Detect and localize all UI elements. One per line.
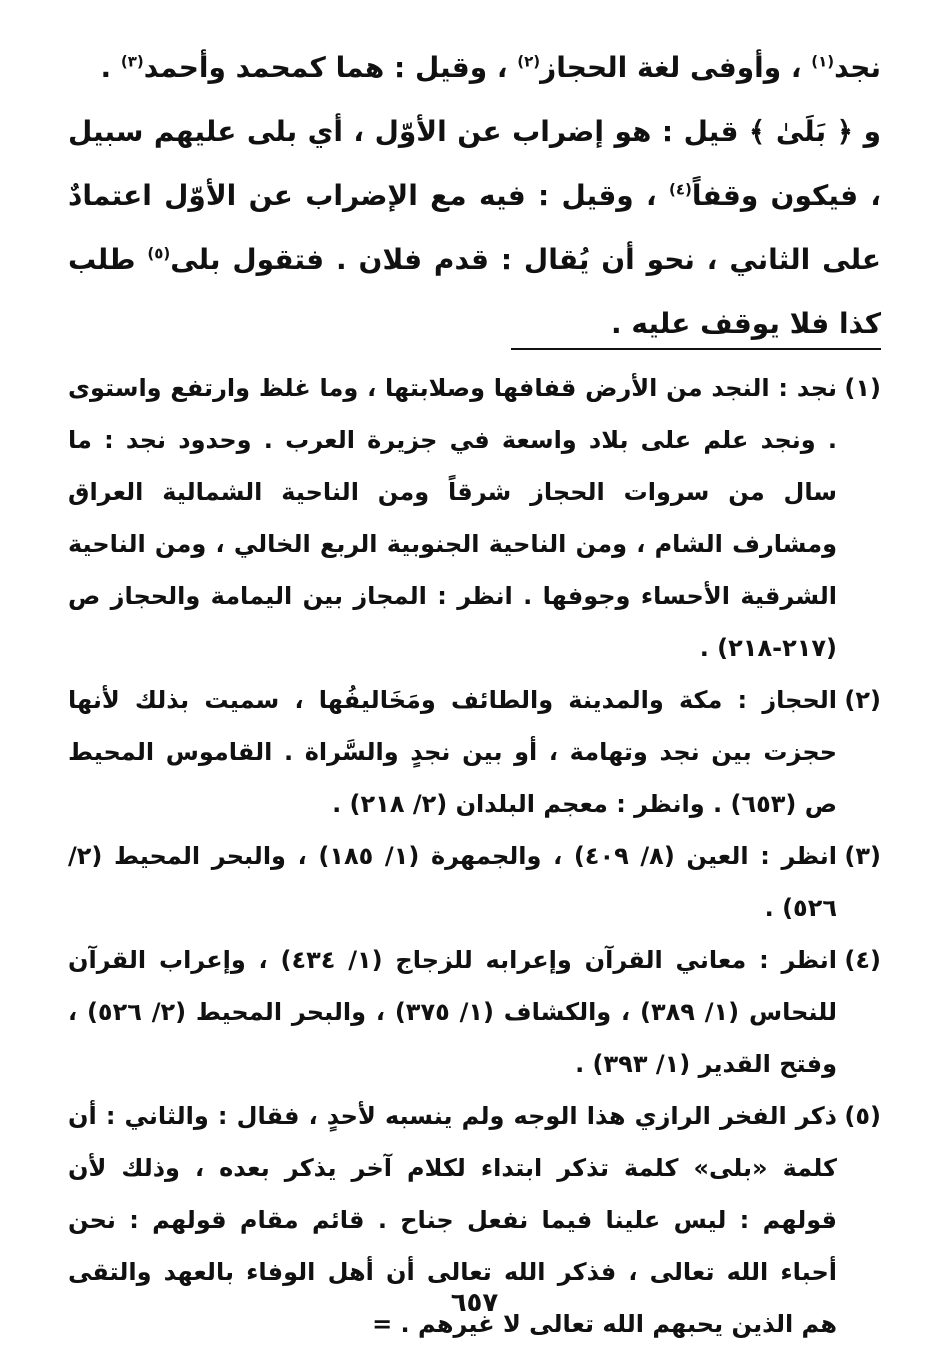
footnote-text: انظر : العين (٨/ ٤٠٩) ، والجمهرة (١/ ١٨٥) ، والبحر المحيط (٢/ ٥٢٦) . xyxy=(68,842,838,922)
footnote-3 xyxy=(68,830,881,934)
footnote-ref-2[interactable]: (٢) xyxy=(517,52,541,71)
main-text-segment: ، وقيل : فيه مع الإضراب عن الأوّل اعتمادٌ على الثاني ، نحو أن يُقال : قدم فلان . فتقول بلى xyxy=(68,179,881,276)
footnotes xyxy=(68,362,881,1350)
main-text-segment: . xyxy=(100,51,121,84)
footnote-text: الحجاز : مكة والمدينة والطائف ومَخَاليفُها ، سميت بذلك لأنها حجزت بين نجد وتهامة ، أو بين نجدٍ والسَّراة . القاموس المحيط ص (٦٥٣) . وانظر : معجم البلدان (٢/ ٢١٨) . xyxy=(68,686,837,818)
main-text-segment: و ﴿ بَلَىٰ ﴾ قيل : هو إضراب عن الأوّل ، أي بلى عليهم سبيل ، فيكون وقفاً xyxy=(68,115,881,212)
main-text-segment: ، وقيل : هما كمحمد وأحمد xyxy=(143,51,518,84)
footnote-number: (٢) xyxy=(844,686,881,714)
footnote-separator xyxy=(511,348,881,350)
footnote-1 xyxy=(68,362,881,674)
footnote-4 xyxy=(68,934,881,1090)
footnote-text: ذكر الفخر الرازي هذا الوجه ولم ينسبه لأحدٍ ، فقال : والثاني : أن كلمة «بلى» كلمة تذكر ابتداء لكلام آخر يذكر بعده ، وذلك لأن قولهم : ليس علينا فيما نفعل جناح . قائم مقام قولهم : نحن أحباء الله تعالى ، فذكر الله تعالى أن أهل الوفاء بالعهد والتقى هم الذين يحبهم الله تعالى لا غيرهم . = xyxy=(68,1102,837,1338)
main-paragraph-2 xyxy=(68,100,881,356)
footnote-2 xyxy=(68,674,881,830)
main-text-segment: نجد xyxy=(834,51,881,84)
footnote-text: نجد : النجد من الأرض قفافها وصلابتها ، وما غلظ وارتفع واستوى . ونجد علم على بلاد واسعة في جزيرة العرب . وحدود نجد : ما سال من سروات الحجاز شرقاً ومن الناحية الشمالية العراق ومشارف الشام ، ومن الناحية الجنوبية الربع الخالي ، ومن الناحية الشرقية الأحساء وجوفها . انظر : المجاز بين اليمامة والحجاز ص (٢١٧-٢١٨) . xyxy=(68,374,837,662)
main-paragraph-1 xyxy=(68,36,881,100)
page-number: ٦٥٧ xyxy=(450,1288,499,1318)
footnote-ref-3[interactable]: (٣) xyxy=(120,52,144,71)
main-text-segment: طلب كذا فلا يوقف عليه . xyxy=(68,243,881,340)
footnote-number: (٥) xyxy=(844,1102,881,1130)
footnote-number: (٤) xyxy=(844,946,881,974)
footnote-number: (١) xyxy=(844,374,881,402)
main-text-segment: ، وأوفى لغة الحجاز xyxy=(540,51,812,84)
footnote-ref-5[interactable]: (٥) xyxy=(147,244,171,263)
footnote-number: (٣) xyxy=(844,842,881,870)
footnote-text: انظر : معاني القرآن وإعرابه للزجاج (١/ ٤٣٤) ، وإعراب القرآن للنحاس (١/ ٣٨٩) ، والكشاف (١/ ٣٧٥) ، والبحر المحيط (٢/ ٥٢٦) ، وفتح القدير (١/ ٣٩٣) . xyxy=(68,946,838,1078)
main-text xyxy=(68,36,881,356)
footnote-ref-1[interactable]: (١) xyxy=(811,52,835,71)
footnote-ref-4[interactable]: (٤) xyxy=(668,180,692,199)
